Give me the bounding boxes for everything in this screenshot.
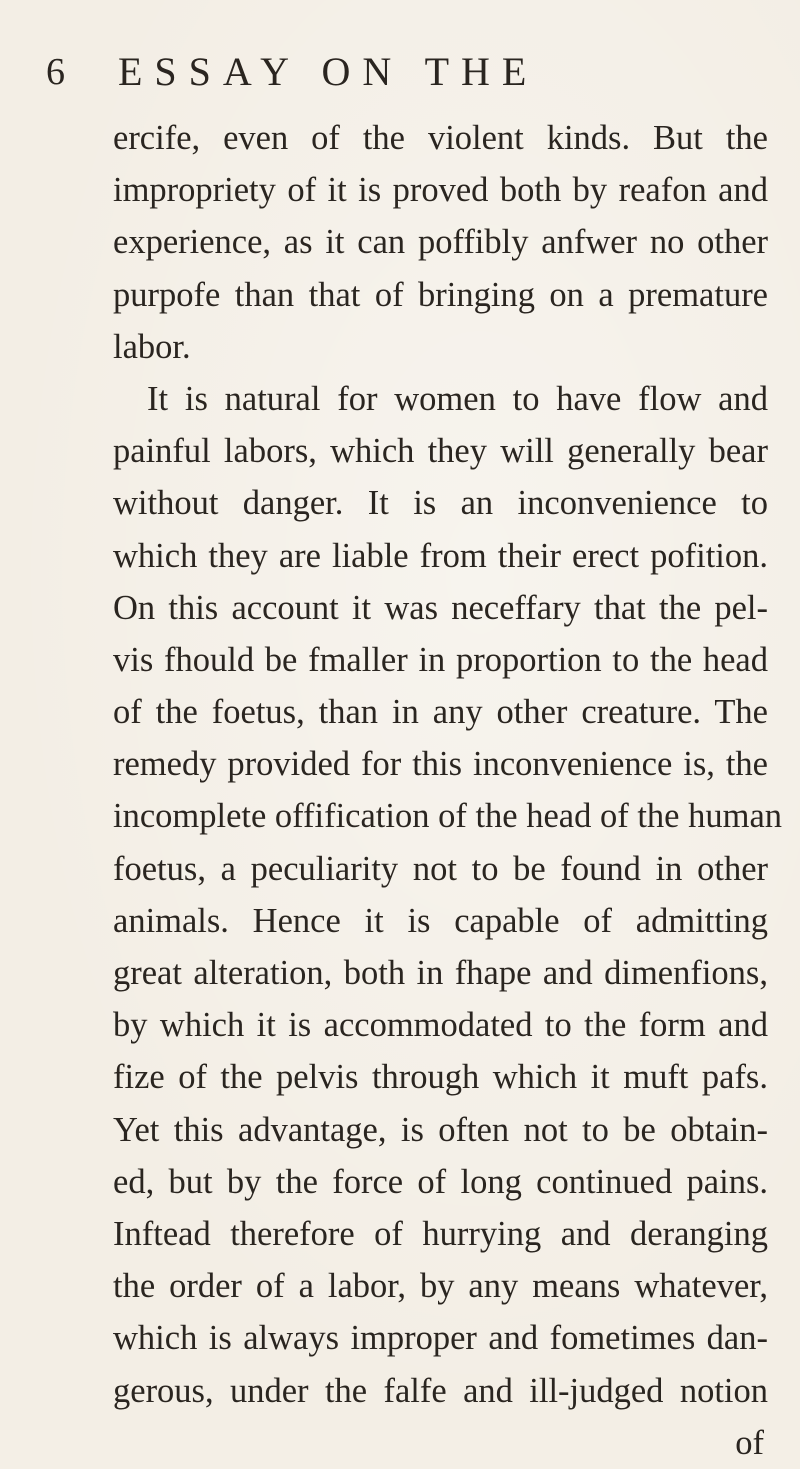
- text-line: purpofe than that of bringing on a premature: [113, 275, 768, 314]
- text-line: which they are liable from their erect pofition.: [113, 536, 768, 575]
- running-title: ESSAY ON THE: [118, 49, 539, 94]
- text-line: fize of the pelvis through which it muft pafs.: [113, 1058, 768, 1097]
- text-line: Yet this advantage, is often not to be obtain-: [113, 1110, 768, 1149]
- body-text: [113, 112, 783, 1469]
- text-line: experience, as it can poffibly anfwer no other: [113, 223, 768, 262]
- text-line: which is always improper and fometimes dan-: [113, 1319, 768, 1358]
- text-line: ed, but by the force of long continued pains.: [113, 1162, 768, 1201]
- text-line: ercife, even of the violent kinds. But the: [113, 119, 768, 157]
- page-number: 6: [46, 51, 65, 93]
- text-line: On this account it was neceffary that the pel-: [113, 588, 768, 627]
- text-line: incomplete offification of the head of the human: [113, 797, 783, 836]
- text-line: the order of a labor, by any means whatever,: [113, 1267, 768, 1306]
- text-line: of the foetus, than in any other creature. The: [113, 693, 768, 732]
- text-line: without danger. It is an inconvenience to: [113, 484, 768, 523]
- text-line: labor.: [113, 327, 191, 366]
- text-line: by which it is accommodated to the form and: [113, 1006, 768, 1045]
- text-line: animals. Hence it is capable of admitting: [113, 901, 768, 940]
- catchword: of: [735, 1423, 764, 1462]
- running-head: [46, 48, 746, 96]
- text-line: remedy provided for this inconvenience is, the: [113, 745, 768, 784]
- text-line: painful labors, which they will generally bear: [113, 432, 768, 471]
- paragraph-first-line: It is natural for women to have flow and: [147, 379, 768, 418]
- text-line: impropriety of it is proved both by reafon and: [113, 171, 768, 210]
- text-line: vis fhould be fmaller in proportion to the head: [113, 640, 768, 679]
- text-line: gerous, under the falfe and ill-judged notion: [113, 1371, 768, 1410]
- text-line: Inftead therefore of hurrying and deranging: [113, 1214, 768, 1253]
- text-line: foetus, a peculiarity not to be found in other: [113, 849, 768, 888]
- text-line: great alteration, both in fhape and dimenfions,: [113, 954, 768, 992]
